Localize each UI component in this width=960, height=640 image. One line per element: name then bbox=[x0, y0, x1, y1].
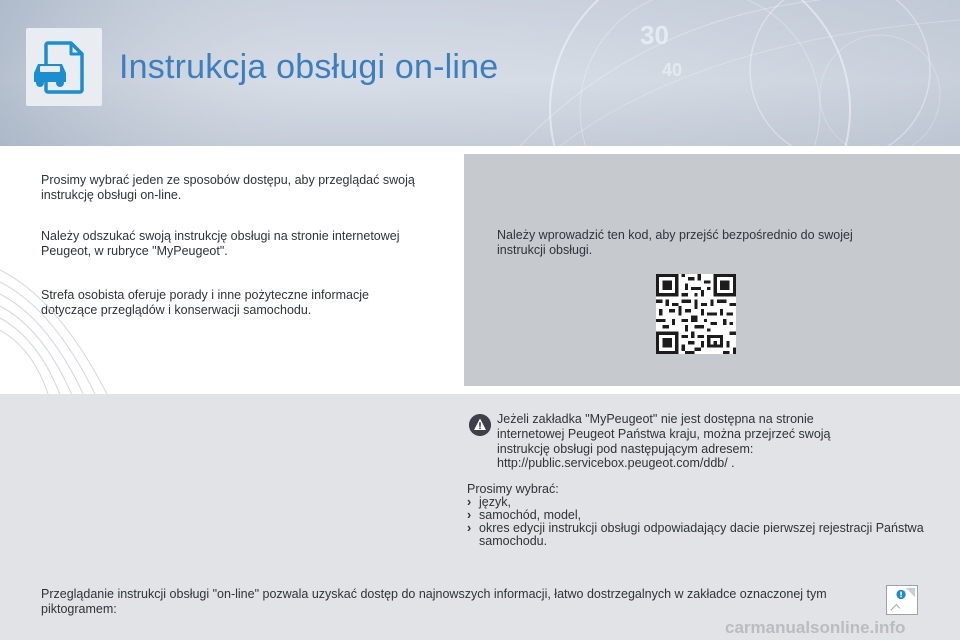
footer-text: Przeglądanie instrukcji obsługi "on-line" pozwala uzyskać dostęp do najnowszych informacji, łatwo dostrzegalnych w zakładce oznaczonej tym piktogramem: bbox=[41, 587, 827, 616]
warning-icon bbox=[469, 414, 491, 436]
car-document-icon bbox=[26, 28, 102, 106]
chevron-right-icon: › bbox=[467, 521, 472, 535]
decor-number-30: 30 bbox=[640, 20, 669, 50]
alternative-access-text: Jeżeli zakładka "MyPeugeot" nie jest dostępna na stronie internetowej Peugeot Państwa kraju, można przejrzeć swoją instrukcję obsługi pod następującym adresem: bbox=[497, 412, 831, 456]
section-icon-box bbox=[26, 28, 102, 106]
list-item bbox=[467, 522, 927, 548]
page-title: Instrukcja obsługi on-line bbox=[119, 48, 499, 86]
choose-label: Prosimy wybrać: bbox=[467, 482, 559, 496]
manual-url-link[interactable]: http://public.servicebox.peugeot.com/ddb/ . bbox=[497, 456, 735, 470]
decorative-lines bbox=[0, 260, 120, 400]
qr-panel-text: Należy wprowadzić ten kod, aby przejść bezpośrednio do swojej instrukcji obsługi. bbox=[497, 228, 853, 257]
choice-list bbox=[467, 496, 927, 548]
intro-paragraph-1: Prosimy wybrać jeden ze sposobów dostępu, aby przeglądać swoją instrukcję obsługi on-line. bbox=[41, 173, 415, 202]
list-item-label: język, bbox=[479, 495, 511, 509]
intro-paragraph-3: Strefa osobista oferuje porady i inne pożyteczne informacje dotyczące przeglądów i konserwacji samochodu. bbox=[41, 288, 369, 317]
intro-paragraph-2: Należy odszukać swoją instrukcję obsługi na stronie internetowej Peugeot, w rubryce "MyPeugeot". bbox=[41, 229, 400, 258]
decor-number-40: 40 bbox=[662, 60, 683, 80]
chevron-right-icon: › bbox=[467, 495, 472, 509]
list-item-label: okres edycji instrukcji obsługi odpowiadający dacie pierwszej rejestracji Państwa samochodu. bbox=[479, 521, 924, 548]
info-tab-icon bbox=[886, 585, 918, 615]
watermark: carmanualsonline.info bbox=[725, 618, 906, 637]
chevron-right-icon: › bbox=[467, 508, 472, 522]
header-banner bbox=[0, 0, 960, 146]
list-item-label: samochód, model, bbox=[479, 508, 582, 522]
qr-code-icon[interactable] bbox=[656, 274, 736, 354]
